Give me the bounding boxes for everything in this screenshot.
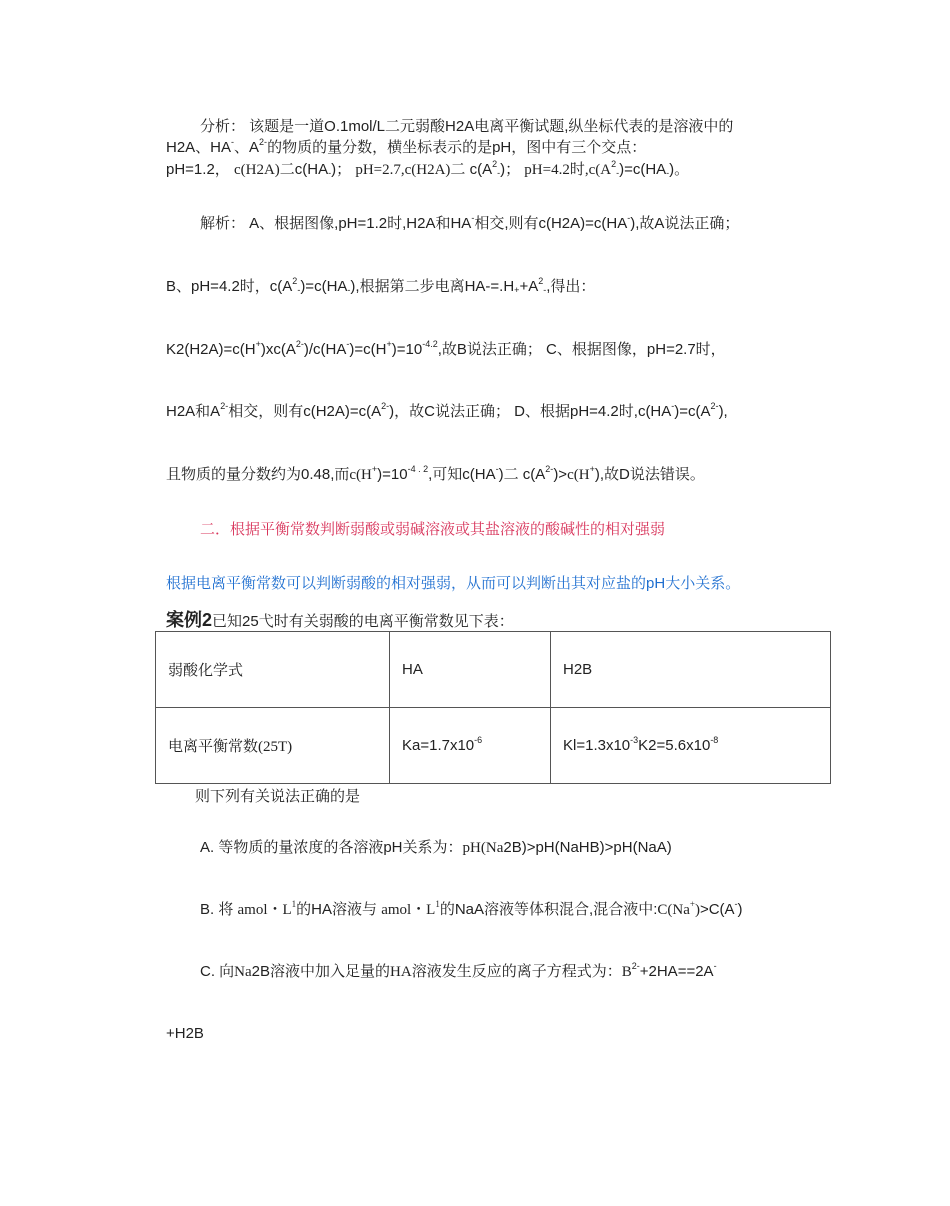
question-stem: 则下列有关说法正确的是 xyxy=(195,788,361,805)
table-row xyxy=(156,632,831,708)
solution-line-2: B、pH=4.2时，$c(A^2_-)=c(HA_-)$,根据第二步电离$HA-=.H_++A^2_-$,得出： xyxy=(166,276,596,295)
ionization-constant-table xyxy=(155,631,831,784)
option-c-continued: +H2B xyxy=(166,1025,204,1042)
table-cell: H2B xyxy=(551,632,831,708)
table-cell: $Ka=1.7x10^{-6}$ xyxy=(390,708,551,784)
table-cell: HA xyxy=(390,632,551,708)
option-b: B. 将 amol・$L^1$的HA溶液与 amol・$L^1$的NaA溶液等体积混合,混合液中:C(Na+)>C(A-) xyxy=(200,899,743,918)
solution-line-3: $K2(H2A)=c(H^+)xc(A^{2-})/c(HA^-)=c(H^+)=10^{-4.2}$,故B说法正确； C、根据图像，pH=2.7时， xyxy=(166,339,726,358)
solution-line-4: H2A和$A^{2-}$相交，则有$c(H2A)=c(A^{2-})$，故C说法正确； D、根据pH=4.2时$,c(HA^-)=c(A^{2-})$, xyxy=(166,401,728,420)
table-cell: 电离平衡常数(25T) xyxy=(156,708,390,784)
table-row xyxy=(156,708,831,784)
table-cell: 弱酸化学式 xyxy=(156,632,390,708)
analysis-line-2: H2A、HA-、$A^{2-}$的物质的量分数，横坐标表示的是pH，图中有三个交点： xyxy=(166,137,647,156)
case-2-line: 案例2已知25弋时有关弱酸的电离平衡常数见下表： xyxy=(166,610,514,630)
analysis-line-1: 分析： 该题是一道O.1mol/L二元弱酸H2A电离平衡试题,纵坐标代表的是溶液中的 xyxy=(200,118,734,135)
solution-line-1: 解析： A、根据图像,pH=1.2时,H2A和HA-相交,则有c(H2A)=c(HA-),故A说法正确； xyxy=(200,213,740,232)
option-c: C. 向Na2B溶液中加入足量的HA溶液发生反应的离子方程式为：$B^{2-}+2HA==2A^-$ xyxy=(200,961,717,980)
option-a: A. 等物质的量浓度的各溶液pH关系为：pH(Na2B)>pH(NaHB)>pH(NaA) xyxy=(200,839,672,856)
section-2-heading: 二．根据平衡常数判断弱酸或弱碱溶液或其盐溶液的酸碱性的相对强弱 xyxy=(200,522,666,538)
case-2-label: 案例2 xyxy=(166,610,213,630)
analysis-line-3: pH=1.2， c(H2A)二$c(HA_-)$； pH=2.7,c(H2A)二 $c(A^2_-)$； pH=4.2时$,c(A^2_-)=c(HA_-)$。 xyxy=(166,159,690,178)
solution-line-5: 且物质的量分数约为0.48,而$c(H^+)=10^{-4 . 2}$,可知c(HA-)二 $c(A^{2-})>c(H^+)$,故D说法错误。 xyxy=(166,464,705,483)
table-cell: $Kl=1.3x10^{-3}K2=5.6x10^{-8}$ xyxy=(551,708,831,784)
section-2-intro: 根据电离平衡常数可以判断弱酸的相对强弱，从而可以判断出其对应盐的pH大小关系。 xyxy=(166,575,741,592)
